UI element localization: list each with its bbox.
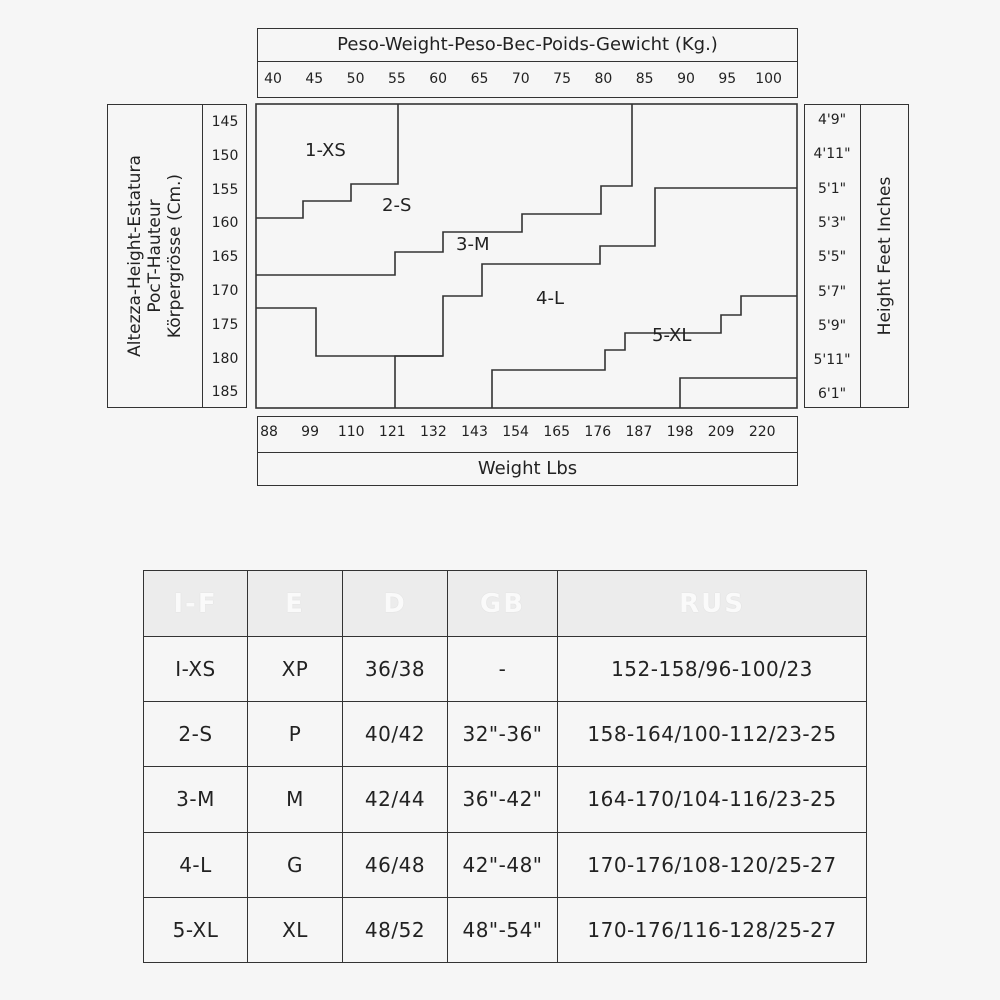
table-cell: I-XS (144, 637, 248, 702)
weight-kg-tick: 60 (429, 71, 448, 87)
height-ft-title: Height Feet Inches (875, 176, 895, 336)
table-cell: 46/48 (343, 832, 448, 897)
weight-kg-tick: 50 (346, 71, 365, 87)
weight-lbs-tick: 110 (337, 424, 365, 440)
boundary-l-xl-2 (492, 296, 797, 408)
table-row (144, 637, 867, 702)
table-cell: 158-164/100-112/23-25 (558, 702, 867, 767)
height-ft-tick: 4'11" (813, 146, 851, 163)
height-cm-tick: 155 (211, 181, 239, 198)
table-cell: 40/42 (343, 702, 448, 767)
table-cell: 152-158/96-100/23 (558, 637, 867, 702)
weight-kg-tick: 75 (553, 71, 572, 87)
table-cell: 42"-48" (448, 832, 558, 897)
table-cell: 4-L (144, 832, 248, 897)
weight-kg-tick: 40 (264, 71, 282, 87)
height-cm-tick: 150 (211, 147, 239, 164)
table-cell: 164-170/104-116/23-25 (558, 767, 867, 832)
height-ft-tick: 4'9" (817, 112, 847, 128)
weight-kg-tick: 45 (305, 71, 324, 87)
weight-lbs-tick: 220 (748, 424, 776, 440)
table-cell: 42/44 (343, 767, 448, 832)
height-ft-tick: 5'3" (817, 214, 847, 231)
weight-lbs-title: Weight Lbs (477, 458, 578, 479)
table-cell: 48/52 (343, 897, 448, 962)
height-ft-tick: 5'11" (813, 352, 851, 369)
table-row (144, 702, 867, 767)
height-cm-tick: 175 (211, 316, 239, 333)
height-ft-tick: 5'1" (817, 180, 847, 197)
height-cm-title-line: Altezza-Height-Estatura (125, 155, 145, 357)
table-header-cell: E (248, 571, 343, 637)
boundary-l-xl (395, 356, 443, 408)
table-row (144, 897, 867, 962)
table-cell: 170-176/108-120/25-27 (558, 832, 867, 897)
table-cell: 36"-42" (448, 767, 558, 832)
table-header-cell: I-F (144, 571, 248, 637)
weight-lbs-tick: 209 (707, 424, 735, 440)
table-cell: M (248, 767, 343, 832)
table-cell: XP (248, 637, 343, 702)
height-ft-tick: 6'1" (817, 386, 847, 403)
boundary-xl-edge (680, 378, 797, 408)
table-cell: - (448, 637, 558, 702)
zone-label-xs: 1-XS (305, 140, 346, 161)
weight-lbs-tick: 132 (420, 424, 447, 440)
table-cell: XL (248, 897, 343, 962)
weight-lbs-tick: 165 (543, 424, 571, 440)
weight-lbs-tick: 143 (461, 424, 488, 440)
boundary-xs-s (256, 104, 398, 218)
table-header-cell: GB (448, 571, 558, 637)
height-cm-tick: 170 (211, 283, 239, 299)
table-cell: 48"-54" (448, 897, 558, 962)
weight-lbs-tick: 154 (502, 424, 529, 440)
table-cell: 3-M (144, 767, 248, 832)
weight-kg-tick: 100 (755, 71, 782, 87)
weight-lbs-tick: 88 (260, 424, 278, 440)
table-cell: P (248, 702, 343, 767)
table-cell: 5-XL (144, 897, 248, 962)
weight-lbs-tick: 99 (301, 424, 320, 440)
height-cm-tick: 145 (211, 114, 239, 130)
weight-lbs-tick: 198 (666, 424, 694, 440)
weight-lbs-tick: 187 (625, 424, 653, 440)
height-ft-tick: 5'7" (817, 283, 847, 300)
table-header-cell: D (343, 571, 448, 637)
table-row (144, 832, 867, 897)
zone-label-s: 2-S (382, 195, 412, 216)
table-cell: 32"-36" (448, 702, 558, 767)
size-conversion-table (143, 570, 867, 963)
weight-kg-tick: 65 (470, 71, 489, 87)
weight-lbs-tick: 176 (584, 424, 612, 440)
height-cm-title-line: PocT-Hauteur (145, 199, 165, 313)
weight-kg-tick: 95 (718, 71, 737, 87)
height-cm-tick: 185 (211, 384, 239, 401)
zone-label-xl: 5-XL (652, 325, 692, 346)
table-header-cell: RUS (558, 571, 867, 637)
table-cell: 170-176/116-128/25-27 (558, 897, 867, 962)
height-cm-tick: 165 (211, 249, 239, 266)
boundary-s-m (256, 104, 632, 275)
height-ft-tick: 5'5" (817, 249, 847, 266)
height-cm-title-line: Körpergrösse (Cm.) (165, 173, 185, 339)
weight-lbs-title-box (257, 452, 798, 486)
table-cell: G (248, 832, 343, 897)
height-cm-tick: 160 (211, 215, 239, 232)
weight-kg-tick: 55 (387, 71, 406, 87)
table-row (144, 767, 867, 832)
weight-kg-tick: 85 (635, 71, 654, 87)
zone-label-l: 4-L (536, 288, 564, 309)
table-cell: 36/38 (343, 637, 448, 702)
weight-kg-title: Peso-Weight-Peso-Bec-Poids-Gewicht (Kg.) (337, 34, 718, 55)
weight-kg-tick: 80 (594, 71, 613, 87)
weight-kg-tick: 90 (677, 71, 695, 87)
weight-kg-tick: 70 (511, 71, 530, 87)
weight-lbs-tick: 121 (378, 424, 406, 440)
zone-label-m: 3-M (456, 234, 490, 255)
height-ft-tick: 5'9" (817, 317, 847, 334)
table-cell: 2-S (144, 702, 248, 767)
table-header-row (144, 571, 867, 637)
height-cm-tick: 180 (211, 350, 239, 367)
